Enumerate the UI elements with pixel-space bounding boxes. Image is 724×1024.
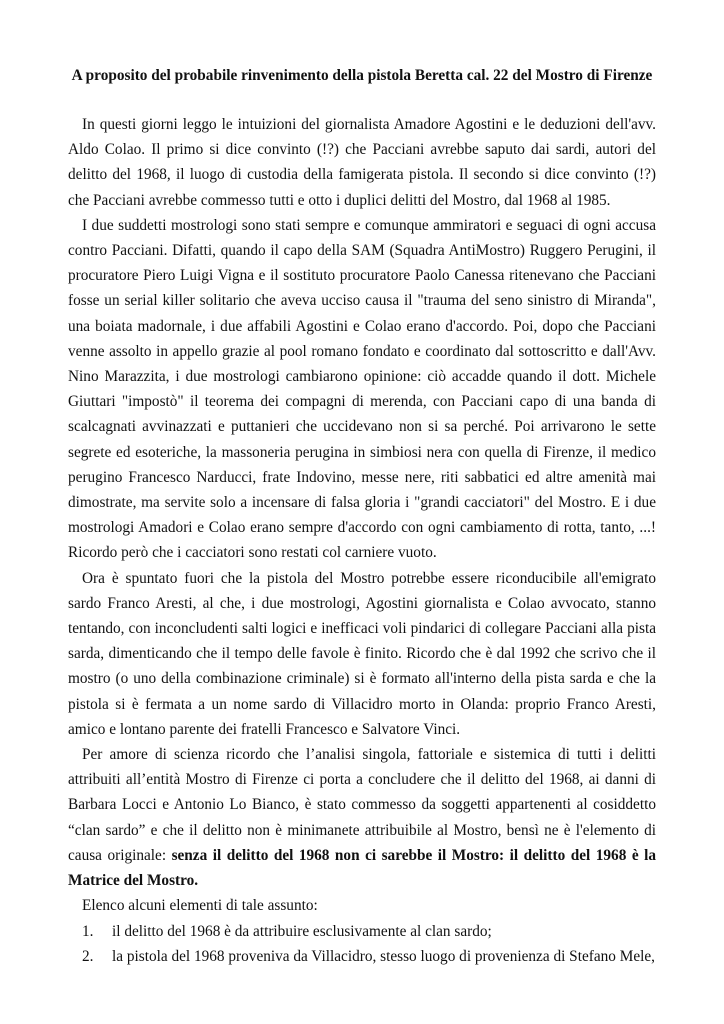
list-intro: Elenco alcuni elementi di tale assunto: <box>82 897 318 915</box>
list-item <box>68 944 656 969</box>
paragraph-bold-conclusion: senza il delitto del 1968 non ci sarebbe il Mostro: il delitto del 1968 è la Matrice del Mostro. <box>68 846 656 890</box>
document-title: A proposito del probabile rinvenimento della pistola Beretta cal. 22 del Mostro di Firenze <box>71 67 653 84</box>
paragraph: Ora è spuntato fuori che la pistola del Mostro potrebbe essere riconducibile all'emigrato sardo Franco Aresti, al che, i due mostrologi, Agostini giornalista e Colao avvocato, stanno tentando, con inconcludenti salti logici e inefficaci voli pindarici di collegare Pacciani alla pista sarda, dimenticando che il tempo delle favole è finito. Ricordo che è dal 1992 che scrivo che il mostro (o uno della combinazione criminale) si è formato all'interno della pista sarda e che la pistola si è fermata a un nome sardo di Villacidro morto in Olanda: proprio Franco Aresti, amico e lontano parente dei fratelli Francesco e Salvatore Vinci. <box>68 569 656 738</box>
list-item-text: la pistola del 1968 proveniva da Villacidro, stesso luogo di provenienza di Stefano Mele, <box>112 947 655 965</box>
paragraph: I due suddetti mostrologi sono stati sempre e comunque ammiratori e seguaci di ogni accusa contro Pacciani. Difatti, quando il capo della SAM (Squadra AntiMostro) Ruggero Perugini, il procuratore Piero Luigi Vigna e il sostituto procuratore Paolo Canessa ritenevano che Pacciani fosse un serial killer solitario che aveva ucciso causa il "trauma del seno sinistro di Miranda", una boiata madornale, i due affabili Agostini e Colao erano d'accordo. Poi, dopo che Pacciani venne assolto in appello grazie al pool romano fondato e coordinato dal sottoscritto e dall'Avv. Nino Marazzita, i due mostrologi cambiarono opinione: ciò accadde quando il dott. Michele Giuttari "impostò" il teorema dei compagni di merenda, con Pacciani capo di una banda di scalcagnati avvinazzati e puttanieri che uccidevano non si sa perché. Poi arrivarono le sette segrete ed esoteriche, la massoneria perugina in simbiosi nera con quella di Firenze, il medico perugino Francesco Narducci, frate Indovino, messe nere, riti sabbatici ed altre amenità mai dimostrate, ma servite solo a incensare di falsa gloria i "grandi cacciatori" del Mostro. E i due mostrologi Amadori e Colao erano sempre d'accordo con ogni cambiamento di rotta, tanto, ...! Ricordo però che i cacciatori sono restati col carniere vuoto. <box>68 216 656 562</box>
list-item-number: 1. <box>82 922 94 940</box>
list-item <box>68 919 656 944</box>
paragraph-text: Per amore di scienza ricordo che l’analisi singola, fattoriale e sistemica di tutti i delitti attribuiti all’entità Mostro di Firenze ci porta a concludere che il delitto del 1968, ai danni di Barbara Locci e Antonio Lo Bianco, è stato commesso da soggetti appartenenti al cosiddetto “clan sardo” e che il delitto non è minimanete attribuibile al Mostro, bensì ne è l'elemento di causa originale: <box>68 746 656 864</box>
numbered-list <box>68 919 656 969</box>
paragraph: In questi giorni leggo le intuizioni del giornalista Amadore Agostini e le deduzioni dell'avv. Aldo Colao. Il primo si dice convinto (!?) che Pacciani avrebbe saputo dai sardi, autori del delitto del 1968, il luogo di custodia della famigerata pistola. Il secondo si dice convinto (!?) che Pacciani avrebbe commesso tutti e otto i duplici delitti del Mostro, dal 1968 al 1985. <box>68 116 656 209</box>
list-item-text: il delitto del 1968 è da attribuire esclusivamente al clan sardo; <box>112 922 492 940</box>
paragraph <box>68 742 656 893</box>
list-item-number: 2. <box>82 947 94 965</box>
